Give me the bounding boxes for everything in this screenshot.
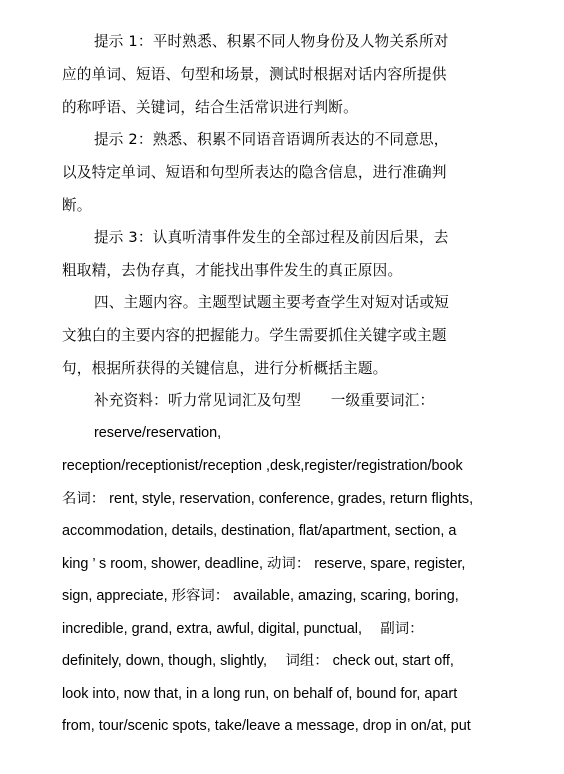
paragraph-line: from, tour/scenic spots, take/leave a message, drop in on/at, put bbox=[62, 718, 471, 734]
paragraph-line: look into, now that, in a long run, on behalf of, bound for, apart bbox=[62, 686, 458, 702]
paragraph-line: 断。 bbox=[62, 197, 92, 214]
paragraph-line: reception/receptionist/reception ,desk,register/registration/book bbox=[62, 458, 463, 474]
paragraph-line: 补充资料：听力常见词汇及句型 一级重要词汇： bbox=[94, 392, 435, 409]
paragraph-line: 的称呼语、关键词，结合生活常识进行判断。 bbox=[62, 99, 358, 116]
paragraph-line: 提示 2：熟悉、积累不同语音语调所表达的不同意思， bbox=[94, 131, 449, 148]
paragraph-line: sign, appreciate, 形容词： available, amazing, scaring, boring, bbox=[62, 588, 459, 604]
paragraph-line: 四、主题内容。主题型试题主要考查学生对短对话或短 bbox=[94, 294, 450, 311]
paragraph-line: 提示 3：认真听清事件发生的全部过程及前因后果，去 bbox=[94, 229, 449, 246]
paragraph-line: incredible, grand, extra, awful, digital, punctual, 副词： bbox=[62, 621, 424, 637]
paragraph-line: 粗取精，去伪存真，才能找出事件发生的真正原因。 bbox=[62, 262, 403, 279]
paragraph-line: 文独白的主要内容的把握能力。学生需要抓住关键字或主题 bbox=[62, 327, 447, 344]
paragraph-line: king ’ s room, shower, deadline, 动词： reserve, spare, register, bbox=[62, 556, 466, 572]
paragraph-line: 应的单词、短语、句型和场景，测试时根据对话内容所提供 bbox=[62, 66, 447, 83]
paragraph-line: reserve/reservation, bbox=[94, 425, 222, 441]
paragraph-line: 提示 1：平时熟悉、积累不同人物身份及人物关系所对 bbox=[94, 33, 449, 50]
paragraph-line: definitely, down, though, slightly, 词组： check out, start off, bbox=[62, 653, 454, 669]
paragraph-line: 名词： rent, style, reservation, conference, grades, return flights, bbox=[62, 491, 474, 507]
paragraph-line: accommodation, details, destination, flat/apartment, section, a bbox=[62, 523, 457, 539]
paragraph-line: 以及特定单词、短语和句型所表达的隐含信息，进行准确判 bbox=[62, 164, 447, 181]
paragraph-line: 句，根据所获得的关键信息，进行分析概括主题。 bbox=[62, 360, 388, 377]
